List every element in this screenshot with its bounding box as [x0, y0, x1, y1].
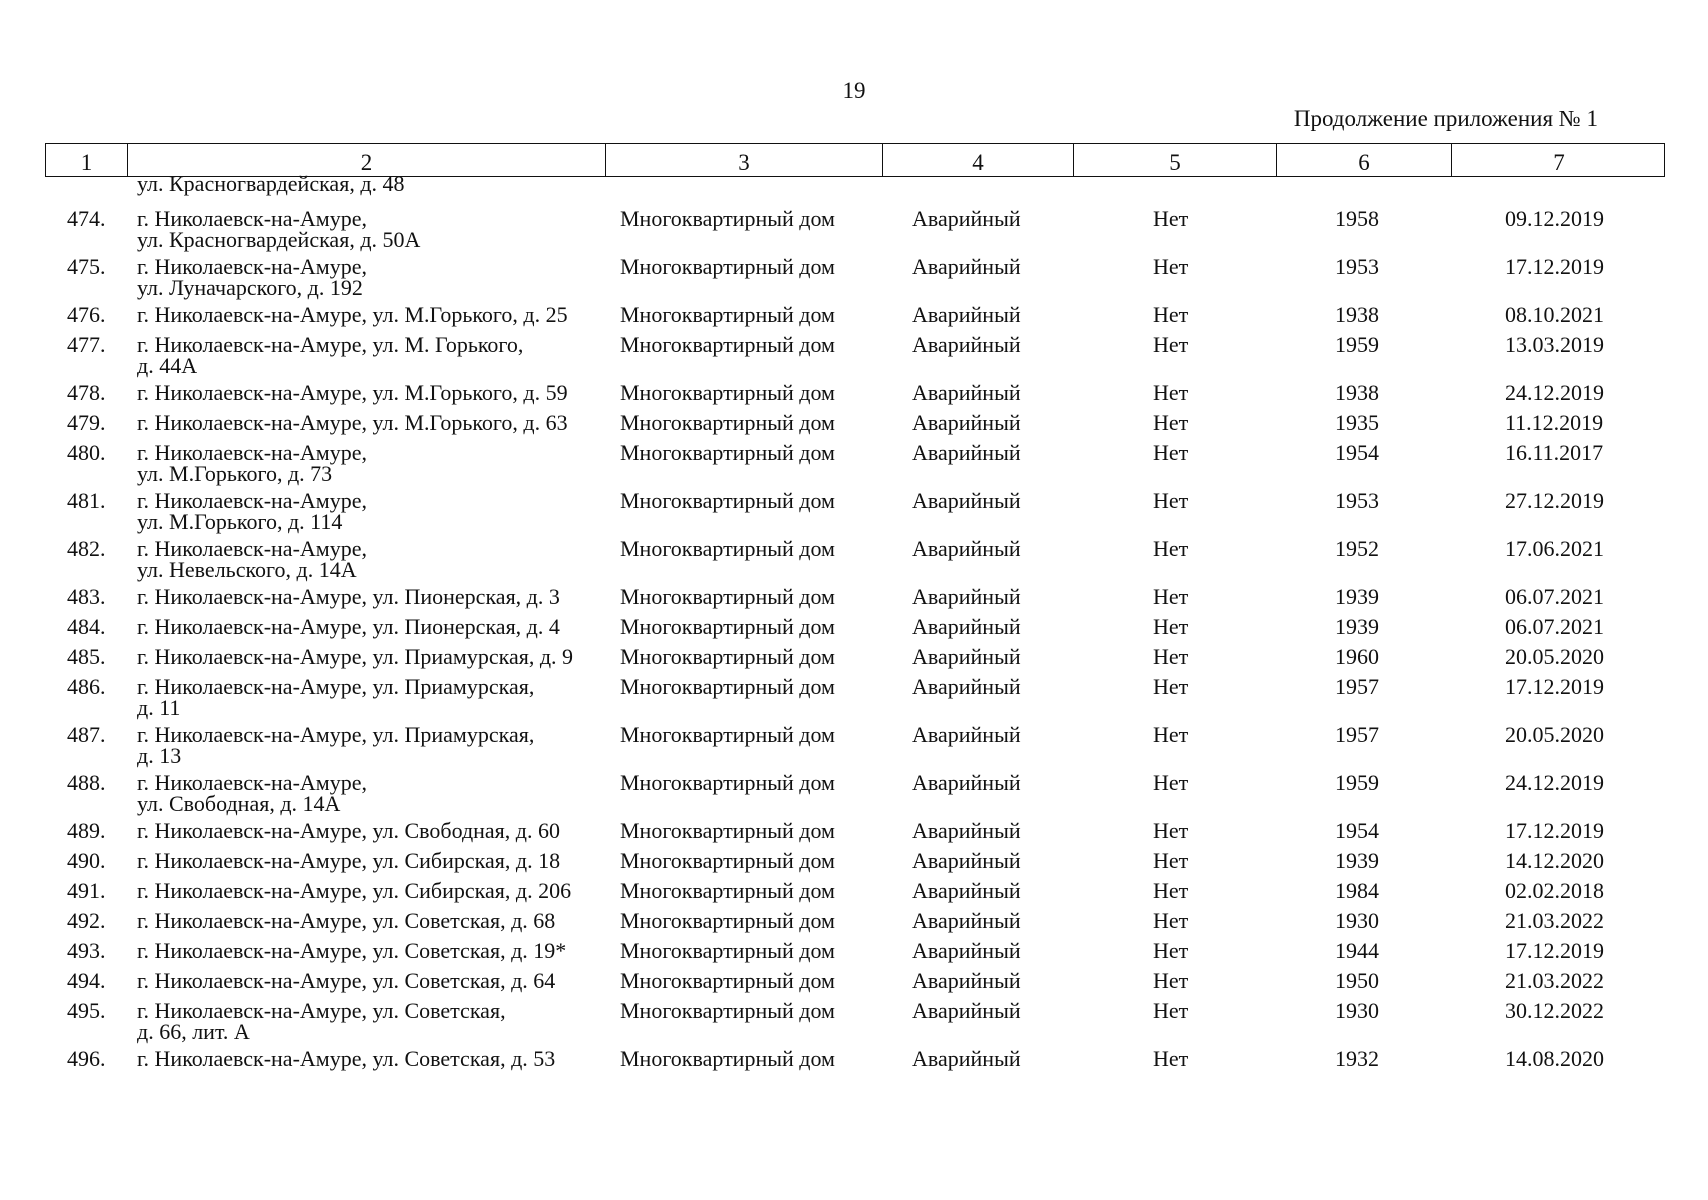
year-cell: 1930 [1335, 998, 1379, 1023]
row-number: 484. [67, 614, 106, 639]
address-cell: г. Николаевск-на-Амуре, ул. Пионерская, д. 4 [137, 614, 560, 639]
resettlement-cell: Нет [1153, 1046, 1189, 1071]
date-cell: 09.12.2019 [1505, 206, 1604, 231]
year-cell: 1953 [1335, 488, 1379, 513]
date-cell: 14.12.2020 [1505, 848, 1604, 873]
table-row [45, 930, 1665, 963]
building-type-cell: Многоквартирный дом [620, 968, 835, 993]
date-cell: 21.03.2022 [1505, 908, 1604, 933]
building-type-cell: Многоквартирный дом [620, 584, 835, 609]
year-cell: 1959 [1335, 770, 1379, 795]
resettlement-cell: Нет [1153, 584, 1189, 609]
table-row [45, 990, 1665, 1044]
building-type-cell: Многоквартирный дом [620, 536, 835, 561]
condition-cell: Аварийный [912, 908, 1021, 933]
table-row [45, 606, 1665, 639]
building-type-cell: Многоквартирный дом [620, 614, 835, 639]
column-header-4: 4 [883, 144, 1074, 176]
condition-cell: Аварийный [912, 332, 1021, 357]
year-cell: 1938 [1335, 302, 1379, 327]
resettlement-cell: Нет [1153, 674, 1189, 699]
table-row [45, 840, 1665, 873]
page-number: 19 [842, 78, 866, 103]
year-cell: 1935 [1335, 410, 1379, 435]
resettlement-cell: Нет [1153, 722, 1189, 747]
year-cell: 1944 [1335, 938, 1379, 963]
row-number: 489. [67, 818, 106, 843]
building-type-cell: Многоквартирный дом [620, 332, 835, 357]
continuation-text: ул. Красногвардейская, д. 48 [137, 171, 405, 196]
date-cell: 24.12.2019 [1505, 380, 1604, 405]
row-number: 482. [67, 536, 106, 561]
address-cell: г. Николаевск-на-Амуре, ул. Советская, д. 53 [137, 1046, 556, 1071]
year-cell: 1950 [1335, 968, 1379, 993]
row-number: 475. [67, 254, 106, 279]
row-number: 480. [67, 440, 106, 465]
resettlement-cell: Нет [1153, 644, 1189, 669]
resettlement-cell: Нет [1153, 848, 1189, 873]
address-cell: г. Николаевск-на-Амуре, ул. Луначарского, д. 192 [137, 254, 367, 300]
date-cell: 20.05.2020 [1505, 722, 1604, 747]
building-type-cell: Многоквартирный дом [620, 206, 835, 231]
table-row [45, 432, 1665, 486]
year-cell: 1932 [1335, 1046, 1379, 1071]
address-cell: г. Николаевск-на-Амуре, ул. Советская, д. 19* [137, 938, 567, 963]
condition-cell: Аварийный [912, 644, 1021, 669]
column-header-6: 6 [1277, 144, 1452, 176]
resettlement-cell: Нет [1153, 878, 1189, 903]
resettlement-cell: Нет [1153, 332, 1189, 357]
condition-cell: Аварийный [912, 302, 1021, 327]
address-cell: г. Николаевск-на-Амуре, ул. Приамурская, д. 11 [137, 674, 535, 720]
date-cell: 24.12.2019 [1505, 770, 1604, 795]
column-header-1: 1 [46, 144, 128, 176]
address-cell: г. Николаевск-на-Амуре, ул. Пионерская, д. 3 [137, 584, 560, 609]
year-cell: 1959 [1335, 332, 1379, 357]
date-cell: 17.06.2021 [1505, 536, 1604, 561]
row-number: 493. [67, 938, 106, 963]
condition-cell: Аварийный [912, 614, 1021, 639]
address-cell: г. Николаевск-на-Амуре, ул. М.Горького, д. 63 [137, 410, 568, 435]
address-cell: г. Николаевск-на-Амуре, ул. Свободная, д. 60 [137, 818, 560, 843]
continuation-line [45, 171, 1665, 198]
table-body [45, 171, 1665, 1071]
date-cell: 06.07.2021 [1505, 584, 1604, 609]
resettlement-cell: Нет [1153, 938, 1189, 963]
table-row [45, 714, 1665, 768]
table-row [45, 960, 1665, 993]
condition-cell: Аварийный [912, 488, 1021, 513]
row-number: 477. [67, 332, 106, 357]
address-cell: г. Николаевск-на-Амуре, ул. Сибирская, д. 206 [137, 878, 572, 903]
year-cell: 1954 [1335, 818, 1379, 843]
date-cell: 17.12.2019 [1505, 938, 1604, 963]
resettlement-cell: Нет [1153, 614, 1189, 639]
address-cell: г. Николаевск-на-Амуре, ул. Советская, д. 64 [137, 968, 556, 993]
year-cell: 1939 [1335, 584, 1379, 609]
resettlement-cell: Нет [1153, 908, 1189, 933]
condition-cell: Аварийный [912, 722, 1021, 747]
address-cell: г. Николаевск-на-Амуре, ул. Приамурская, д. 13 [137, 722, 535, 768]
condition-cell: Аварийный [912, 878, 1021, 903]
building-type-cell: Многоквартирный дом [620, 998, 835, 1023]
condition-cell: Аварийный [912, 998, 1021, 1023]
table-row [45, 762, 1665, 816]
date-cell: 17.12.2019 [1505, 254, 1604, 279]
condition-cell: Аварийный [912, 770, 1021, 795]
condition-cell: Аварийный [912, 206, 1021, 231]
year-cell: 1954 [1335, 440, 1379, 465]
column-header-2: 2 [128, 144, 606, 176]
table-row [45, 402, 1665, 435]
row-number: 491. [67, 878, 106, 903]
building-type-cell: Многоквартирный дом [620, 818, 835, 843]
address-cell: г. Николаевск-на-Амуре, ул. М. Горького, д. 44А [137, 332, 524, 378]
condition-cell: Аварийный [912, 968, 1021, 993]
condition-cell: Аварийный [912, 584, 1021, 609]
resettlement-cell: Нет [1153, 206, 1189, 231]
table-row [45, 810, 1665, 843]
table-row [45, 372, 1665, 405]
building-type-cell: Многоквартирный дом [620, 440, 835, 465]
condition-cell: Аварийный [912, 536, 1021, 561]
table-row [45, 528, 1665, 582]
address-cell: г. Николаевск-на-Амуре, ул. М.Горького, д. 25 [137, 302, 568, 327]
row-number: 486. [67, 674, 106, 699]
table-row [45, 576, 1665, 609]
address-cell: г. Николаевск-на-Амуре, ул. М.Горького, д. 114 [137, 488, 367, 534]
resettlement-cell: Нет [1153, 536, 1189, 561]
date-cell: 21.03.2022 [1505, 968, 1604, 993]
address-cell: г. Николаевск-на-Амуре, ул. Сибирская, д. 18 [137, 848, 561, 873]
year-cell: 1939 [1335, 848, 1379, 873]
building-type-cell: Многоквартирный дом [620, 878, 835, 903]
year-cell: 1938 [1335, 380, 1379, 405]
condition-cell: Аварийный [912, 674, 1021, 699]
building-type-cell: Многоквартирный дом [620, 908, 835, 933]
condition-cell: Аварийный [912, 818, 1021, 843]
table-row [45, 246, 1665, 300]
year-cell: 1960 [1335, 644, 1379, 669]
resettlement-cell: Нет [1153, 440, 1189, 465]
condition-cell: Аварийный [912, 848, 1021, 873]
building-type-cell: Многоквартирный дом [620, 770, 835, 795]
building-type-cell: Многоквартирный дом [620, 644, 835, 669]
row-number: 490. [67, 848, 106, 873]
date-cell: 02.02.2018 [1505, 878, 1604, 903]
date-cell: 17.12.2019 [1505, 818, 1604, 843]
date-cell: 20.05.2020 [1505, 644, 1604, 669]
row-number: 494. [67, 968, 106, 993]
address-cell: г. Николаевск-на-Амуре, ул. Красногвардейская, д. 50А [137, 206, 421, 252]
resettlement-cell: Нет [1153, 770, 1189, 795]
resettlement-cell: Нет [1153, 998, 1189, 1023]
column-header-5: 5 [1074, 144, 1277, 176]
date-cell: 14.08.2020 [1505, 1046, 1604, 1071]
building-type-cell: Многоквартирный дом [620, 254, 835, 279]
resettlement-cell: Нет [1153, 410, 1189, 435]
condition-cell: Аварийный [912, 380, 1021, 405]
address-cell: г. Николаевск-на-Амуре, ул. Советская, д. 66, лит. А [137, 998, 506, 1044]
building-type-cell: Многоквартирный дом [620, 410, 835, 435]
building-type-cell: Многоквартирный дом [620, 722, 835, 747]
building-type-cell: Многоквартирный дом [620, 488, 835, 513]
building-type-cell: Многоквартирный дом [620, 302, 835, 327]
table-row [45, 480, 1665, 534]
row-number: 492. [67, 908, 106, 933]
date-cell: 17.12.2019 [1505, 674, 1604, 699]
resettlement-cell: Нет [1153, 818, 1189, 843]
date-cell: 06.07.2021 [1505, 614, 1604, 639]
resettlement-cell: Нет [1153, 968, 1189, 993]
row-number: 474. [67, 206, 106, 231]
table-row [45, 324, 1665, 378]
condition-cell: Аварийный [912, 938, 1021, 963]
row-number: 488. [67, 770, 106, 795]
resettlement-cell: Нет [1153, 488, 1189, 513]
building-type-cell: Многоквартирный дом [620, 938, 835, 963]
row-number: 487. [67, 722, 106, 747]
address-cell: г. Николаевск-на-Амуре, ул. М.Горького, д. 73 [137, 440, 367, 486]
row-number: 478. [67, 380, 106, 405]
address-cell: г. Николаевск-на-Амуре, ул. М.Горького, д. 59 [137, 380, 568, 405]
row-number: 496. [67, 1046, 106, 1071]
year-cell: 1957 [1335, 674, 1379, 699]
date-cell: 27.12.2019 [1505, 488, 1604, 513]
resettlement-cell: Нет [1153, 254, 1189, 279]
year-cell: 1958 [1335, 206, 1379, 231]
building-type-cell: Многоквартирный дом [620, 380, 835, 405]
date-cell: 30.12.2022 [1505, 998, 1604, 1023]
table-row [45, 294, 1665, 327]
table-row [45, 636, 1665, 669]
condition-cell: Аварийный [912, 440, 1021, 465]
table-row [45, 1038, 1665, 1071]
date-cell: 16.11.2017 [1505, 440, 1604, 465]
row-number: 479. [67, 410, 106, 435]
appendix-note: Продолжение приложения № 1 [1293, 106, 1598, 131]
row-number: 485. [67, 644, 106, 669]
building-type-cell: Многоквартирный дом [620, 1046, 835, 1071]
condition-cell: Аварийный [912, 254, 1021, 279]
table-row [45, 900, 1665, 933]
year-cell: 1930 [1335, 908, 1379, 933]
date-cell: 13.03.2019 [1505, 332, 1604, 357]
address-cell: г. Николаевск-на-Амуре, ул. Свободная, д. 14А [137, 770, 367, 816]
year-cell: 1952 [1335, 536, 1379, 561]
year-cell: 1957 [1335, 722, 1379, 747]
address-cell: г. Николаевск-на-Амуре, ул. Приамурская, д. 9 [137, 644, 574, 669]
address-cell: г. Николаевск-на-Амуре, ул. Невельского, д. 14А [137, 536, 367, 582]
condition-cell: Аварийный [912, 410, 1021, 435]
building-type-cell: Многоквартирный дом [620, 848, 835, 873]
row-number: 481. [67, 488, 106, 513]
column-header-7: 7 [1553, 150, 1565, 175]
resettlement-cell: Нет [1153, 302, 1189, 327]
row-number: 483. [67, 584, 106, 609]
building-type-cell: Многоквартирный дом [620, 674, 835, 699]
date-cell: 11.12.2019 [1505, 410, 1604, 435]
table-row [45, 198, 1665, 252]
year-cell: 1984 [1335, 878, 1379, 903]
date-cell: 08.10.2021 [1505, 302, 1604, 327]
year-cell: 1953 [1335, 254, 1379, 279]
row-number: 476. [67, 302, 106, 327]
resettlement-cell: Нет [1153, 380, 1189, 405]
column-header-3: 3 [606, 144, 883, 176]
year-cell: 1939 [1335, 614, 1379, 639]
row-number: 495. [67, 998, 106, 1023]
table-row [45, 666, 1665, 720]
table-row [45, 870, 1665, 903]
address-cell: г. Николаевск-на-Амуре, ул. Советская, д. 68 [137, 908, 556, 933]
condition-cell: Аварийный [912, 1046, 1021, 1071]
